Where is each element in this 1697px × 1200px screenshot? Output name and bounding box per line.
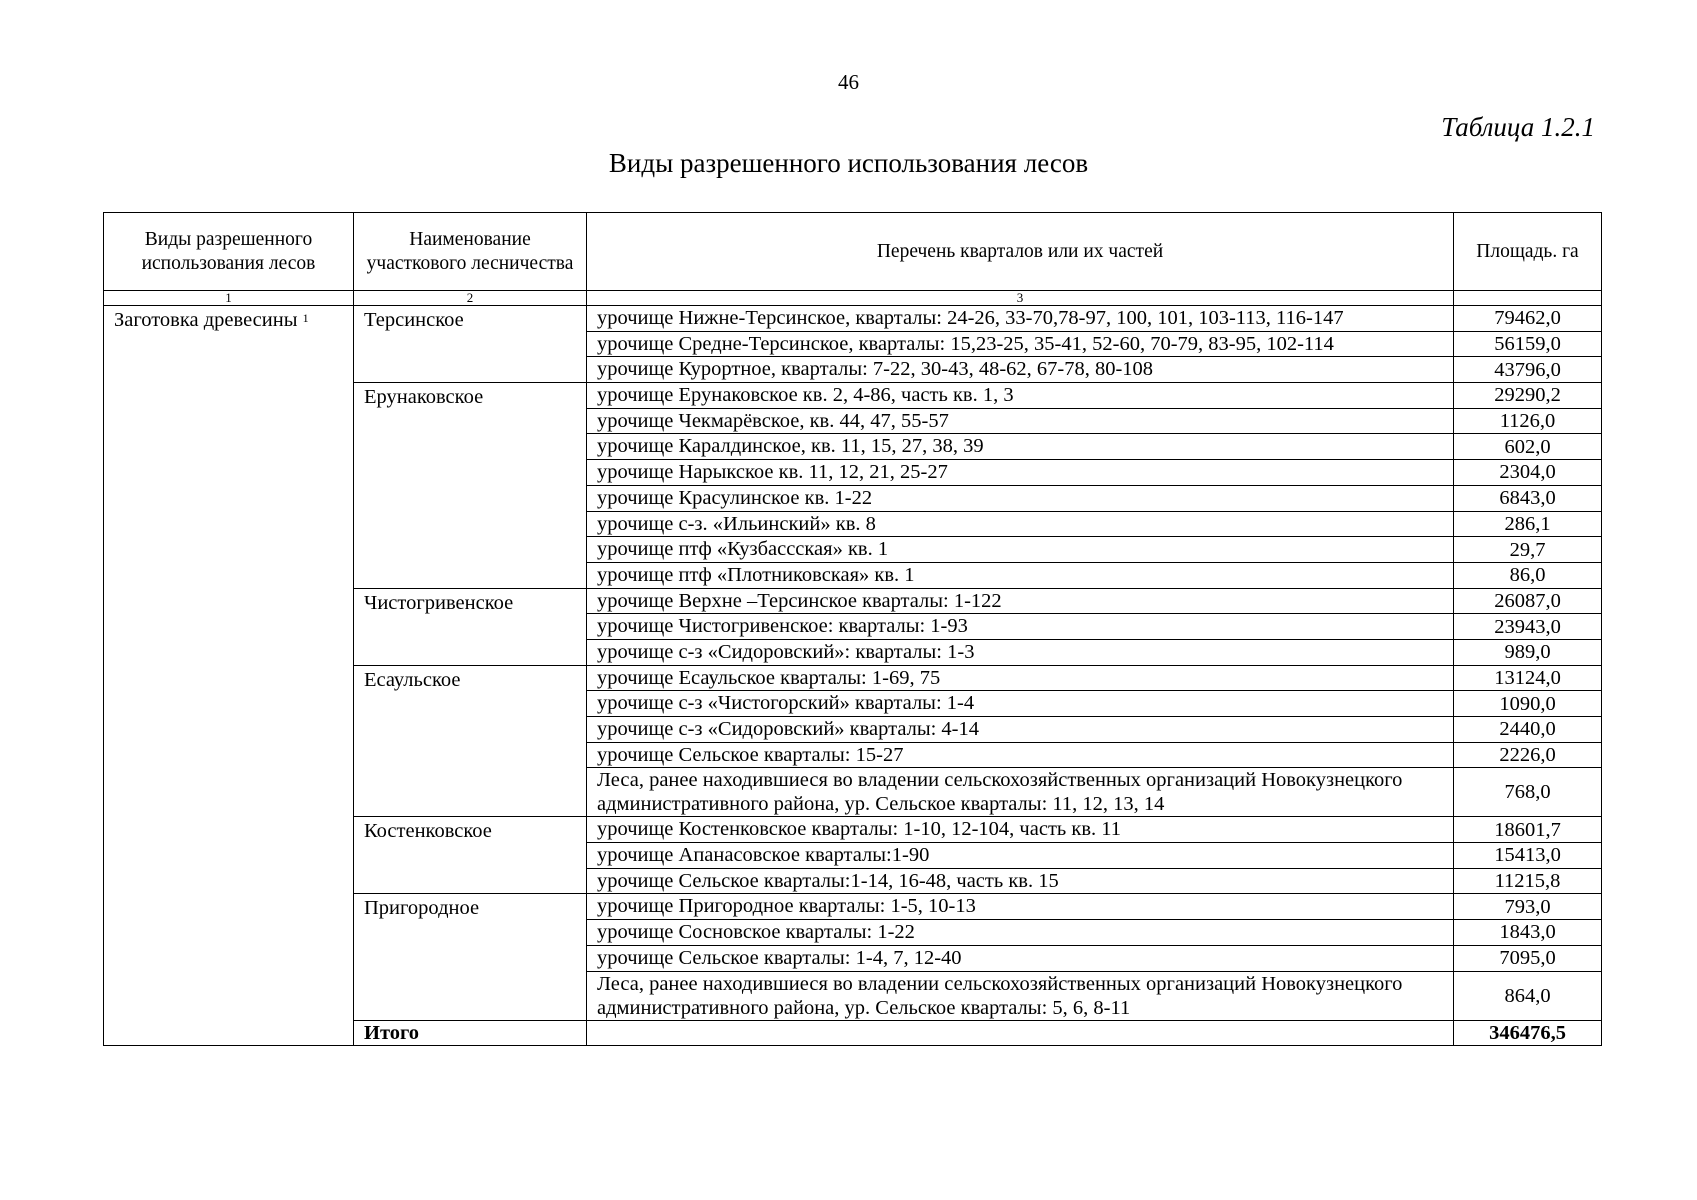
area-cell: 989,0 [1454, 639, 1602, 665]
table-label: Таблица 1.2.1 [1441, 112, 1595, 142]
table-row [104, 306, 1602, 332]
quarters-cell: урочище птф «Кузбассская» кв. 1 [587, 537, 1454, 563]
quarters-cell: Леса, ранее находившиеся во владении сельскохозяйственных организаций Новокузнецкого административного района, ур. Сельское кварталы: 11, 12, 13, 14 [587, 768, 1454, 817]
area-cell: 43796,0 [1454, 357, 1602, 383]
area-cell: 602,0 [1454, 434, 1602, 460]
area-cell: 15413,0 [1454, 843, 1602, 869]
quarters-cell: урочище Сосновское кварталы: 1-22 [587, 920, 1454, 946]
area-cell: 1090,0 [1454, 691, 1602, 717]
page-number: 46 [838, 70, 859, 94]
forestry-cell: Есаульское [354, 665, 587, 817]
quarters-cell: урочище Костенковское кварталы: 1-10, 12-104, часть кв. 11 [587, 817, 1454, 843]
area-cell: 6843,0 [1454, 485, 1602, 511]
footnote-marker: 1 [302, 311, 309, 325]
table-title: Виды разрешенного использования лесов [608, 148, 1089, 178]
area-cell: 2440,0 [1454, 717, 1602, 743]
quarters-cell: урочище Средне-Терсинское, кварталы: 15,23-25, 35-41, 52-60, 70-79, 83-95, 102-114 [587, 331, 1454, 357]
area-cell: 26087,0 [1454, 588, 1602, 614]
area-cell: 793,0 [1454, 894, 1602, 920]
area-cell: 768,0 [1454, 768, 1602, 817]
area-cell: 23943,0 [1454, 614, 1602, 640]
quarters-cell: урочище Курортное, кварталы: 7-22, 30-43, 48-62, 67-78, 80-108 [587, 357, 1454, 383]
forestry-cell: Пригородное [354, 894, 587, 1020]
use-type-label: Заготовка древесины [114, 309, 298, 331]
area-cell: 56159,0 [1454, 331, 1602, 357]
quarters-cell: урочище с-з «Сидоровский» кварталы: 4-14 [587, 717, 1454, 743]
use-type-cell [104, 306, 354, 1046]
area-cell: 1126,0 [1454, 408, 1602, 434]
column-number [1454, 291, 1602, 306]
header-quarters: Перечень кварталов или их частей [587, 213, 1454, 291]
column-number: 1 [104, 291, 354, 306]
header-area: Площадь. га [1454, 213, 1602, 291]
area-cell: 7095,0 [1454, 945, 1602, 971]
header-type: Виды разрешенного использования лесов [104, 213, 354, 291]
header-forestry: Наименование участкового лесничества [354, 213, 587, 291]
quarters-cell: урочище птф «Плотниковская» кв. 1 [587, 562, 1454, 588]
quarters-cell: урочище Чистогривенское: кварталы: 1-93 [587, 614, 1454, 640]
area-cell: 29,7 [1454, 537, 1602, 563]
quarters-cell: урочище с-з «Сидоровский»: кварталы: 1-3 [587, 639, 1454, 665]
forestry-cell: Чистогривенское [354, 588, 587, 665]
area-cell: 29290,2 [1454, 383, 1602, 409]
area-cell: 2226,0 [1454, 742, 1602, 768]
quarters-cell: урочище Апанасовское кварталы:1-90 [587, 843, 1454, 869]
total-label: Итого [354, 1020, 587, 1046]
forestry-cell: Костенковское [354, 817, 587, 894]
area-cell: 13124,0 [1454, 665, 1602, 691]
quarters-cell: урочище Верхне –Терсинское кварталы: 1-122 [587, 588, 1454, 614]
total-empty-cell [587, 1020, 1454, 1046]
area-cell: 11215,8 [1454, 868, 1602, 894]
quarters-cell: урочище с-з. «Ильинский» кв. 8 [587, 511, 1454, 537]
quarters-cell: урочище Сельское кварталы: 1-4, 7, 12-40 [587, 945, 1454, 971]
quarters-cell: урочище Сельское кварталы: 15-27 [587, 742, 1454, 768]
forestry-cell: Ерунаковское [354, 383, 587, 589]
quarters-cell: урочище Каралдинское, кв. 11, 15, 27, 38, 39 [587, 434, 1454, 460]
column-number: 2 [354, 291, 587, 306]
area-cell: 1843,0 [1454, 920, 1602, 946]
table-body [104, 306, 1602, 1046]
column-numbers-row [104, 291, 1602, 306]
total-area: 346476,5 [1454, 1020, 1602, 1046]
header-row [104, 213, 1602, 291]
quarters-cell: урочище Чекмарёвское, кв. 44, 47, 55-57 [587, 408, 1454, 434]
area-cell: 79462,0 [1454, 306, 1602, 332]
quarters-cell: урочище Нарыкское кв. 11, 12, 21, 25-27 [587, 460, 1454, 486]
quarters-cell: Леса, ранее находившиеся во владении сельскохозяйственных организаций Новокузнецкого административного района, ур. Сельское кварталы: 5, 6, 8-11 [587, 971, 1454, 1020]
column-number: 3 [587, 291, 1454, 306]
quarters-cell: урочище Есаульское кварталы: 1-69, 75 [587, 665, 1454, 691]
area-cell: 86,0 [1454, 562, 1602, 588]
quarters-cell: урочище Пригородное кварталы: 1-5, 10-13 [587, 894, 1454, 920]
forestry-cell: Терсинское [354, 306, 587, 383]
quarters-cell: урочище Ерунаковское кв. 2, 4-86, часть кв. 1, 3 [587, 383, 1454, 409]
area-cell: 864,0 [1454, 971, 1602, 1020]
quarters-cell: урочище Красулинское кв. 1-22 [587, 485, 1454, 511]
area-cell: 2304,0 [1454, 460, 1602, 486]
area-cell: 18601,7 [1454, 817, 1602, 843]
quarters-cell: урочище Сельское кварталы:1-14, 16-48, часть кв. 15 [587, 868, 1454, 894]
forest-use-table [103, 212, 1602, 1046]
area-cell: 286,1 [1454, 511, 1602, 537]
quarters-cell: урочище Нижне-Терсинское, кварталы: 24-26, 33-70,78-97, 100, 101, 103-113, 116-147 [587, 306, 1454, 332]
quarters-cell: урочище с-з «Чистогорский» кварталы: 1-4 [587, 691, 1454, 717]
